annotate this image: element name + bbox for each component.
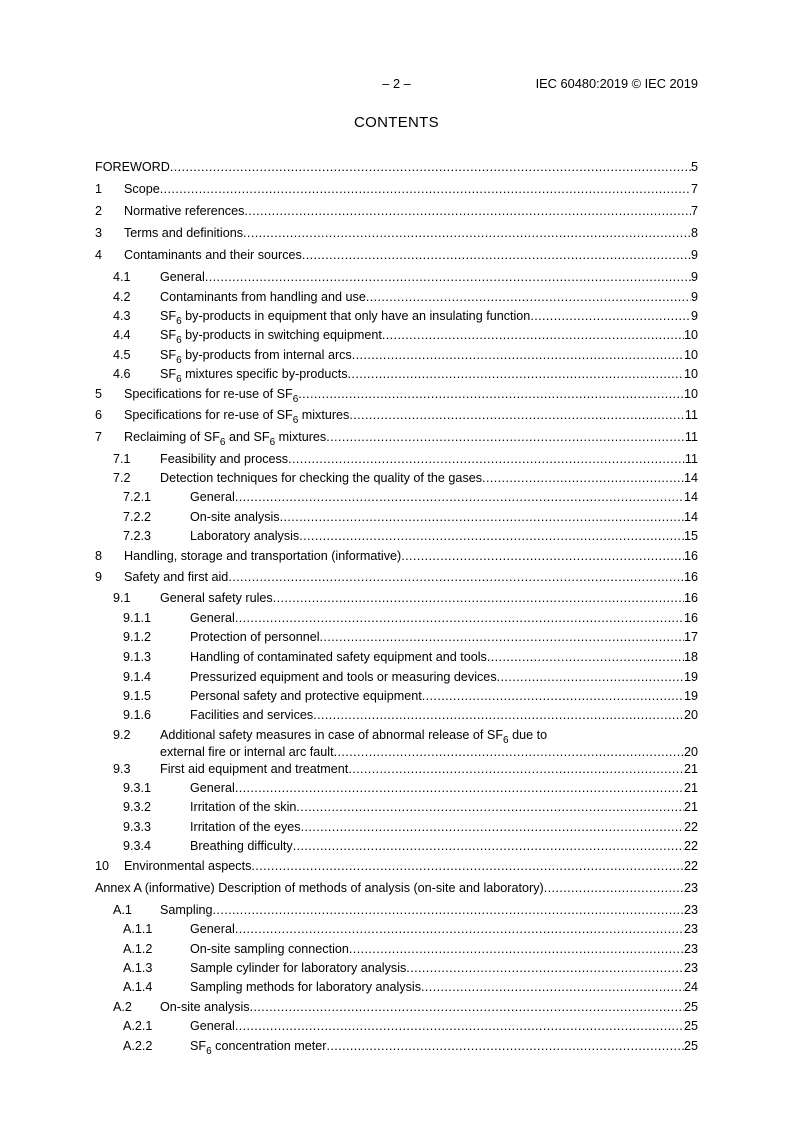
title-text: General safety rules — [160, 591, 273, 605]
title-text: Irritation of the eyes — [190, 820, 301, 834]
contents-title: CONTENTS — [354, 114, 439, 131]
toc-entry-page: 20 — [683, 745, 698, 759]
toc-entry-page: 14 — [683, 471, 698, 485]
title-text: Sampling methods for laboratory analysis — [190, 980, 421, 994]
title-text: Sample cylinder for laboratory analysis — [190, 961, 407, 975]
toc-entry[interactable] — [95, 961, 698, 976]
dot-leader — [299, 529, 684, 544]
toc-entry-number: 9.1.4 — [123, 670, 152, 684]
toc-entry-page: 11 — [684, 452, 698, 466]
toc-entry-title — [124, 226, 243, 241]
toc-entry[interactable] — [95, 328, 698, 343]
page-number: – 2 – — [382, 76, 411, 91]
toc-entry-number: A.1.3 — [123, 961, 153, 975]
toc-entry[interactable] — [95, 650, 698, 665]
dot-leader — [160, 182, 691, 197]
toc-entry[interactable] — [95, 529, 698, 544]
toc-entry-number: 9.1 — [113, 591, 131, 605]
toc-entry-title — [190, 961, 406, 976]
toc-entry-number: A.2.1 — [123, 1019, 153, 1033]
toc-entry-number: 2 — [95, 204, 103, 218]
toc-entry[interactable] — [95, 903, 698, 918]
title-text: SF — [190, 1039, 207, 1053]
toc-entry-page: 22 — [683, 820, 698, 834]
toc-entry-page: 14 — [683, 490, 698, 504]
dot-leader — [243, 226, 691, 241]
title-text: General — [190, 781, 235, 795]
dot-leader — [235, 922, 684, 937]
title-text: mixtures — [298, 408, 350, 422]
toc-entry[interactable] — [95, 670, 698, 685]
toc-entry-number: 4.2 — [113, 290, 131, 304]
toc-entry-title — [190, 630, 320, 645]
document-reference: IEC 60480:2019 © IEC 2019 — [535, 76, 698, 91]
toc-entry-title — [190, 529, 299, 544]
toc-entry-title — [124, 430, 326, 445]
subscript: 6 — [292, 415, 299, 423]
toc-entry-page: 5 — [690, 160, 698, 174]
dot-leader — [170, 160, 691, 175]
toc-entry[interactable] — [95, 387, 698, 402]
toc-entry-title — [160, 903, 213, 918]
toc-entry-title — [190, 942, 349, 957]
toc-entry[interactable] — [95, 226, 698, 241]
toc-entry-title — [190, 650, 487, 665]
toc-entry-number: 10 — [95, 859, 110, 873]
toc-entry-title — [160, 591, 273, 606]
toc-entry[interactable] — [95, 942, 698, 957]
title-text: On-site analysis — [160, 1000, 250, 1014]
dot-leader — [296, 800, 684, 815]
toc-entry-number: 9.3.2 — [123, 800, 152, 814]
toc-entry[interactable] — [95, 1019, 698, 1034]
dot-leader — [228, 570, 684, 585]
toc-entry-title — [160, 762, 348, 777]
toc-entry[interactable] — [95, 490, 698, 505]
title-text: Specifications for re-use of SF — [124, 408, 293, 422]
toc-entry-number: 9.2 — [113, 728, 131, 742]
toc-entry-title — [160, 1000, 250, 1015]
dot-leader — [313, 708, 684, 723]
toc-entry-title — [124, 549, 401, 564]
toc-entry-title — [190, 781, 235, 796]
toc-entry-number: 7.2.2 — [123, 510, 152, 524]
toc-entry[interactable] — [95, 611, 698, 626]
toc-entry-title — [124, 859, 251, 874]
toc-entry-title — [190, 820, 301, 835]
toc-entry-page: 16 — [683, 591, 698, 605]
title-text: Contaminants and their sources — [124, 248, 302, 262]
toc-entry-title — [160, 270, 205, 285]
dot-leader — [205, 270, 691, 285]
toc-entry-page: 16 — [683, 570, 698, 584]
title-text: First aid equipment and treatment — [160, 762, 349, 776]
dot-leader — [487, 650, 684, 665]
title-text: by-products in equipment that only have an insulating function — [181, 309, 531, 323]
toc-entry-title — [124, 182, 160, 197]
dot-leader — [235, 611, 684, 626]
dot-leader — [348, 762, 684, 777]
dot-leader — [298, 387, 684, 402]
subscript: 6 — [269, 437, 276, 445]
toc-entry-title — [190, 670, 497, 685]
title-text: FOREWORD — [95, 160, 170, 174]
dot-leader — [244, 204, 691, 219]
toc-entry[interactable] — [95, 800, 698, 815]
toc-entry-page: 23 — [683, 961, 698, 975]
dot-leader — [213, 903, 684, 918]
toc-entry-title — [95, 160, 170, 175]
dot-leader — [401, 549, 684, 564]
toc-entry[interactable] — [95, 471, 698, 486]
toc-entry-number: 9.1.1 — [123, 611, 152, 625]
title-text: Handling, storage and transportation (informative) — [124, 549, 402, 563]
toc-entry-page: 11 — [684, 430, 698, 444]
toc-entry[interactable] — [95, 570, 698, 585]
toc-entry[interactable] — [95, 182, 698, 197]
toc-entry[interactable] — [95, 859, 698, 874]
title-text: General — [190, 1019, 235, 1033]
toc-entry-page: 17 — [683, 630, 698, 644]
toc-entry-number: 7.1 — [113, 452, 131, 466]
dot-leader — [349, 942, 684, 957]
toc-entry-number: 9.1.5 — [123, 689, 152, 703]
toc-entry-title — [160, 348, 352, 363]
toc-entry-title — [190, 839, 293, 854]
toc-entry[interactable] — [95, 630, 698, 645]
toc-entry-number: 9.3.4 — [123, 839, 152, 853]
toc-entry-number: 4.1 — [113, 270, 131, 284]
toc-entry-number: 6 — [95, 408, 103, 422]
dot-leader — [301, 820, 684, 835]
toc-entry-number: 9.1.2 — [123, 630, 152, 644]
dot-leader — [273, 591, 684, 606]
toc-entry-page: 25 — [683, 1039, 698, 1053]
title-text: Breathing difficulty — [190, 839, 293, 853]
dot-leader — [280, 510, 684, 525]
toc-entry[interactable] — [95, 728, 698, 760]
title-text: On-site sampling connection — [190, 942, 349, 956]
toc-entry-title — [190, 689, 422, 704]
toc-entry-title — [95, 881, 544, 896]
title-text: Handling of contaminated safety equipment and tools — [190, 650, 487, 664]
title-text: Environmental aspects — [124, 859, 252, 873]
toc-entry-page: 22 — [683, 859, 698, 873]
title-text: Specifications for re-use of SF — [124, 387, 293, 401]
subscript: 6 — [206, 1046, 212, 1054]
title-text: SF — [160, 367, 177, 381]
toc-entry-number: 7.2.3 — [123, 529, 152, 543]
toc-entry-number: 5 — [95, 387, 103, 401]
dot-leader — [544, 881, 684, 896]
toc-entry-title — [124, 387, 298, 402]
toc-entry[interactable] — [95, 204, 698, 219]
toc-entry-title — [160, 471, 482, 486]
dot-leader — [235, 490, 684, 505]
toc-entry-number: 4.4 — [113, 328, 131, 342]
toc-entry[interactable] — [95, 980, 698, 995]
dot-leader — [320, 630, 684, 645]
dot-leader — [326, 1039, 684, 1054]
dot-leader — [349, 408, 685, 423]
toc-entry-page: 20 — [683, 708, 698, 722]
toc-entry-number: 9.3.1 — [123, 781, 152, 795]
title-text: Irritation of the skin — [190, 800, 297, 814]
title-text: SF — [160, 309, 177, 323]
toc-entry-page: 14 — [683, 510, 698, 524]
toc-entry-page: 9 — [690, 248, 698, 262]
title-text: Terms and definitions — [124, 226, 244, 240]
title-text: General — [160, 270, 205, 284]
toc-entry-page: 8 — [690, 226, 698, 240]
title-text: Personal safety and protective equipment — [190, 689, 422, 703]
toc-entry-page: 23 — [683, 922, 698, 936]
dot-leader — [497, 670, 684, 685]
title-text: Safety and first aid — [124, 570, 229, 584]
subscript: 6 — [503, 735, 509, 746]
toc-entry-title — [160, 328, 382, 343]
dot-leader — [302, 248, 691, 263]
dot-leader — [235, 781, 684, 796]
toc-entry-page: 16 — [683, 611, 698, 625]
toc-entry-title — [190, 510, 280, 525]
subscript: 6 — [176, 355, 182, 363]
title-text: SF — [160, 348, 177, 362]
toc-entry-number: 8 — [95, 549, 103, 563]
toc-entry-number: A.1.2 — [123, 942, 153, 956]
toc-entry-number: A.1 — [113, 903, 132, 917]
dot-leader — [326, 430, 685, 445]
toc-entry-title — [190, 1039, 326, 1054]
toc-entry-number: 3 — [95, 226, 103, 240]
toc-entry-page: 10 — [683, 348, 698, 362]
toc-entry-title — [190, 980, 421, 995]
toc-entry-title — [124, 204, 244, 219]
toc-entry[interactable] — [95, 367, 698, 382]
toc-entry-number: 4.5 — [113, 348, 131, 362]
toc-entry[interactable] — [95, 839, 698, 854]
dot-leader — [421, 980, 684, 995]
title-text: General — [190, 922, 235, 936]
toc-entry-number: 4.6 — [113, 367, 131, 381]
toc-entry-page: 11 — [684, 408, 698, 422]
toc-entry-title — [124, 408, 349, 423]
dot-leader — [422, 689, 684, 704]
toc-entry[interactable] — [95, 762, 698, 777]
toc-entry-number: A.2.2 — [123, 1039, 153, 1053]
toc-entry[interactable] — [95, 270, 698, 285]
dot-leader — [352, 348, 684, 363]
subscript: 6 — [176, 316, 182, 324]
toc-entry-number: 9 — [95, 570, 103, 584]
dot-leader — [348, 367, 684, 382]
toc-entry-page: 21 — [683, 800, 698, 814]
toc-entry-page: 22 — [683, 839, 698, 853]
title-text: due to — [508, 728, 548, 742]
toc-entry-title — [190, 800, 296, 815]
subscript: 6 — [176, 374, 182, 382]
toc-entry-page: 9 — [690, 309, 698, 323]
toc-entry-number: 9.3.3 — [123, 820, 152, 834]
toc-entry-number: A.2 — [113, 1000, 132, 1014]
toc-entry[interactable] — [95, 160, 698, 175]
toc-entry[interactable] — [95, 408, 698, 423]
toc-entry[interactable] — [95, 881, 698, 896]
dot-leader — [288, 452, 685, 467]
toc-entry-page: 9 — [690, 290, 698, 304]
title-text: Reclaiming of SF — [124, 430, 220, 444]
subscript: 6 — [292, 394, 299, 402]
toc-entry[interactable] — [95, 1039, 698, 1054]
toc-entry[interactable] — [95, 430, 698, 445]
subscript: 6 — [176, 335, 182, 343]
toc-entry-title — [190, 708, 313, 723]
dot-leader — [334, 745, 684, 760]
toc-entry-number: 4 — [95, 248, 103, 262]
toc-entry-number: 7 — [95, 430, 103, 444]
toc-entry-page: 19 — [683, 689, 698, 703]
dot-leader — [235, 1019, 684, 1034]
subscript: 6 — [219, 437, 226, 445]
dot-leader — [382, 328, 684, 343]
toc-entry[interactable] — [95, 689, 698, 704]
title-text: SF — [160, 328, 177, 342]
toc-entry[interactable] — [95, 708, 698, 723]
toc-entry-page: 16 — [683, 549, 698, 563]
toc-entry[interactable] — [95, 309, 698, 324]
title-text: mixtures — [275, 430, 327, 444]
toc-entry-title — [160, 728, 548, 746]
title-text: General — [190, 611, 235, 625]
dot-leader — [366, 290, 691, 305]
title-text: Pressurized equipment and tools or measuring devices — [190, 670, 497, 684]
title-text: Scope — [124, 182, 160, 196]
toc-entry[interactable] — [95, 348, 698, 363]
dot-leader — [530, 309, 691, 324]
toc-entry-number: A.1.4 — [123, 980, 153, 994]
toc-entry-page: 7 — [690, 204, 698, 218]
title-text: Protection of personnel — [190, 630, 320, 644]
toc-entry-title — [124, 248, 302, 263]
title-text: Annex A (informative) Description of methods of analysis (on-site and laboratory) — [95, 881, 544, 895]
toc-entry-page: 23 — [683, 881, 698, 895]
toc-entry-page: 15 — [683, 529, 698, 543]
toc-entry[interactable] — [95, 591, 698, 606]
toc-entry[interactable] — [95, 922, 698, 937]
dot-leader — [406, 961, 684, 976]
toc-entry[interactable] — [95, 1000, 698, 1015]
title-text: mixtures specific by-products — [181, 367, 348, 381]
dot-leader — [293, 839, 684, 854]
title-text: Feasibility and process — [160, 452, 289, 466]
toc-entry-title — [160, 290, 366, 305]
toc-entry[interactable] — [95, 510, 698, 525]
toc-entry-page: 23 — [683, 942, 698, 956]
toc-entry-number: 7.2.1 — [123, 490, 152, 504]
toc-entry-title-continued: external fire or internal arc fault — [160, 745, 334, 759]
toc-entry-number: 4.3 — [113, 309, 131, 323]
toc-entry-title — [190, 922, 235, 937]
title-text: Facilities and services — [190, 708, 314, 722]
dot-leader — [251, 859, 684, 874]
toc-entry-page: 25 — [683, 1019, 698, 1033]
toc-entry-page: 21 — [683, 762, 698, 776]
title-text: Sampling — [160, 903, 213, 917]
title-text: Laboratory analysis — [190, 529, 300, 543]
title-text: by-products from internal arcs — [181, 348, 352, 362]
title-text: Additional safety measures in case of abnormal release of SF — [160, 728, 504, 742]
title-text: and SF — [225, 430, 270, 444]
toc-entry-number: A.1.1 — [123, 922, 153, 936]
toc-entry-title — [160, 309, 530, 324]
toc-entry-page: 25 — [683, 1000, 698, 1014]
toc-entry-title — [190, 611, 235, 626]
toc-entry-number: 9.3 — [113, 762, 131, 776]
toc-entry[interactable] — [95, 549, 698, 564]
toc-entry-title — [190, 1019, 235, 1034]
title-text: On-site analysis — [190, 510, 280, 524]
title-text: Normative references — [124, 204, 245, 218]
title-text: General — [190, 490, 235, 504]
toc-entry[interactable] — [95, 781, 698, 796]
title-text: Detection techniques for checking the quality of the gases — [160, 471, 483, 485]
toc-entry-title — [124, 570, 228, 585]
toc-entry-page: 23 — [683, 903, 698, 917]
toc-entry[interactable] — [95, 820, 698, 835]
toc-entry-page: 10 — [683, 367, 698, 381]
toc-entry-page: 9 — [690, 270, 698, 284]
toc-entry[interactable] — [95, 248, 698, 263]
toc-entry-number: 1 — [95, 182, 103, 196]
toc-entry-number: 7.2 — [113, 471, 131, 485]
toc-entry-page: 19 — [683, 670, 698, 684]
toc-entry[interactable] — [95, 452, 698, 467]
toc-entry-title — [160, 452, 288, 467]
toc-entry[interactable] — [95, 290, 698, 305]
toc-entry-page: 24 — [683, 980, 698, 994]
dot-leader — [482, 471, 684, 486]
title-text: concentration meter — [211, 1039, 327, 1053]
title-text: by-products in switching equipment — [181, 328, 382, 342]
toc-entry-page: 18 — [683, 650, 698, 664]
toc-entry-number: 9.1.6 — [123, 708, 152, 722]
toc-entry-title — [160, 367, 348, 382]
title-text: Contaminants from handling and use — [160, 290, 366, 304]
dot-leader — [250, 1000, 684, 1015]
toc-entry-page: 7 — [690, 182, 698, 196]
toc-entry-page: 10 — [683, 387, 698, 401]
toc-entry-title — [190, 490, 235, 505]
toc-entry-number: 9.1.3 — [123, 650, 152, 664]
toc-entry-page: 21 — [683, 781, 698, 795]
toc-entry-page: 10 — [683, 328, 698, 342]
